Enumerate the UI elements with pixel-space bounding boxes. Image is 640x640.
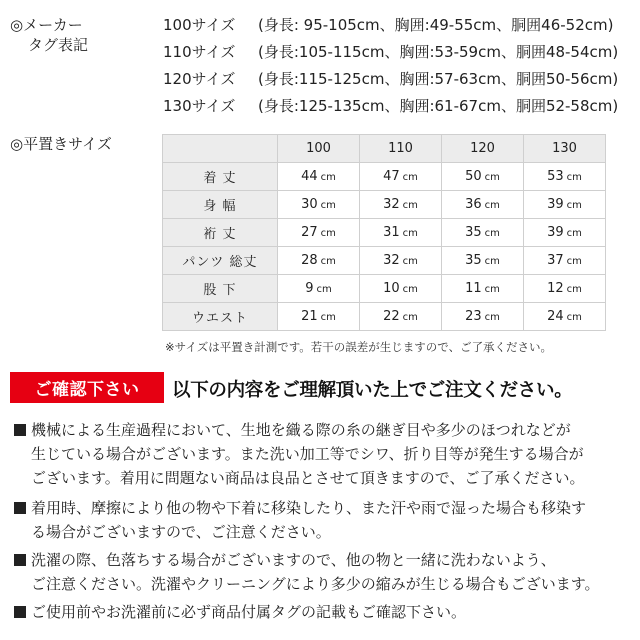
notice-paragraph: 洗濯の際、色落ちする場合がございますので、他の物と一緒に洗わないよう、 ご注意ください。洗濯やクリーニングにより多少の縮みが生じる場合もございます。 bbox=[14, 548, 600, 596]
flat-size-label: ◎平置きサイズ bbox=[10, 135, 112, 153]
table-cell: 11 cm bbox=[442, 275, 524, 303]
maker-tag-list bbox=[163, 15, 618, 123]
tag-size: 130サイズ bbox=[163, 97, 236, 115]
row-header: 股 下 bbox=[163, 275, 278, 303]
tag-size: 110サイズ bbox=[163, 43, 236, 61]
tag-detail: (身長:125-135cm、胸囲:61-67cm、胴囲52-58cm) bbox=[258, 97, 619, 115]
table-corner bbox=[163, 135, 278, 163]
square-bullet-icon bbox=[14, 502, 26, 514]
table-row bbox=[163, 303, 606, 331]
table-cell: 30 cm bbox=[278, 191, 360, 219]
table-cell: 10 cm bbox=[360, 275, 442, 303]
table-cell: 47 cm bbox=[360, 163, 442, 191]
notice-headline: 以下の内容をご理解頂いた上でご注文ください。 bbox=[172, 380, 573, 401]
square-bullet-icon bbox=[14, 424, 26, 436]
column-header: 100 bbox=[278, 135, 360, 163]
table-cell: 27 cm bbox=[278, 219, 360, 247]
confirm-banner: ご確認下さい bbox=[10, 372, 164, 403]
notice-paragraph: 機械による生産過程において、生地を織る際の糸の継ぎ目や多少のほつれなどが 生じている場合がございます。また洗い加工等でシワ、折り目等が発生する場合が ございます。着用に問題ない商品は良品とさせて頂きますので、ご了承ください。 bbox=[14, 418, 585, 490]
table-cell: 31 cm bbox=[360, 219, 442, 247]
notice-paragraph: 着用時、摩擦により他の物や下着に移染したり、また汗や雨で湿った場合も移染す る場合がございますので、ご注意ください。 bbox=[14, 496, 586, 544]
row-header: 身 幅 bbox=[163, 191, 278, 219]
table-cell: 53 cm bbox=[524, 163, 606, 191]
table-cell: 39 cm bbox=[524, 219, 606, 247]
row-header: 裄 丈 bbox=[163, 219, 278, 247]
table-cell: 50 cm bbox=[442, 163, 524, 191]
size-table bbox=[162, 134, 606, 331]
table-cell: 37 cm bbox=[524, 247, 606, 275]
maker-tag-row bbox=[163, 69, 618, 96]
column-header: 110 bbox=[360, 135, 442, 163]
row-header: 着 丈 bbox=[163, 163, 278, 191]
maker-tag-row bbox=[163, 96, 618, 123]
column-header: 130 bbox=[524, 135, 606, 163]
tag-detail: (身長: 95-105cm、胸囲:49-55cm、胴囲46-52cm) bbox=[258, 16, 614, 34]
maker-tag-row bbox=[163, 42, 618, 69]
table-cell: 12 cm bbox=[524, 275, 606, 303]
maker-tag-label bbox=[10, 15, 88, 55]
table-cell: 39 cm bbox=[524, 191, 606, 219]
table-cell: 35 cm bbox=[442, 247, 524, 275]
row-header: パンツ 総丈 bbox=[163, 247, 278, 275]
table-row bbox=[163, 219, 606, 247]
table-cell: 28 cm bbox=[278, 247, 360, 275]
table-cell: 36 cm bbox=[442, 191, 524, 219]
table-cell: 32 cm bbox=[360, 191, 442, 219]
maker-tag-label-line1: ◎メーカー bbox=[10, 16, 83, 34]
table-header-row bbox=[163, 135, 606, 163]
table-row bbox=[163, 247, 606, 275]
maker-tag-label-line2: タグ表記 bbox=[28, 36, 89, 54]
table-cell: 23 cm bbox=[442, 303, 524, 331]
table-cell: 9 cm bbox=[278, 275, 360, 303]
tag-detail: (身長:105-115cm、胸囲:53-59cm、胴囲48-54cm) bbox=[258, 43, 619, 61]
table-cell: 32 cm bbox=[360, 247, 442, 275]
notice-paragraph: ご使用前やお洗濯前に必ず商品付属タグの記載もご確認下さい。 bbox=[14, 600, 466, 624]
column-header: 120 bbox=[442, 135, 524, 163]
tag-size: 120サイズ bbox=[163, 70, 236, 88]
table-cell: 24 cm bbox=[524, 303, 606, 331]
row-header: ウエスト bbox=[163, 303, 278, 331]
table-row bbox=[163, 163, 606, 191]
table-cell: 44 cm bbox=[278, 163, 360, 191]
measurement-note: ※サイズは平置き計測です。若干の誤差が生じますので、ご了承ください。 bbox=[165, 340, 553, 354]
square-bullet-icon bbox=[14, 606, 26, 618]
square-bullet-icon bbox=[14, 554, 26, 566]
table-cell: 22 cm bbox=[360, 303, 442, 331]
table-cell: 35 cm bbox=[442, 219, 524, 247]
tag-detail: (身長:115-125cm、胸囲:57-63cm、胴囲50-56cm) bbox=[258, 70, 619, 88]
tag-size: 100サイズ bbox=[163, 16, 236, 34]
table-row bbox=[163, 275, 606, 303]
maker-tag-row bbox=[163, 15, 618, 42]
table-row bbox=[163, 191, 606, 219]
table-cell: 21 cm bbox=[278, 303, 360, 331]
